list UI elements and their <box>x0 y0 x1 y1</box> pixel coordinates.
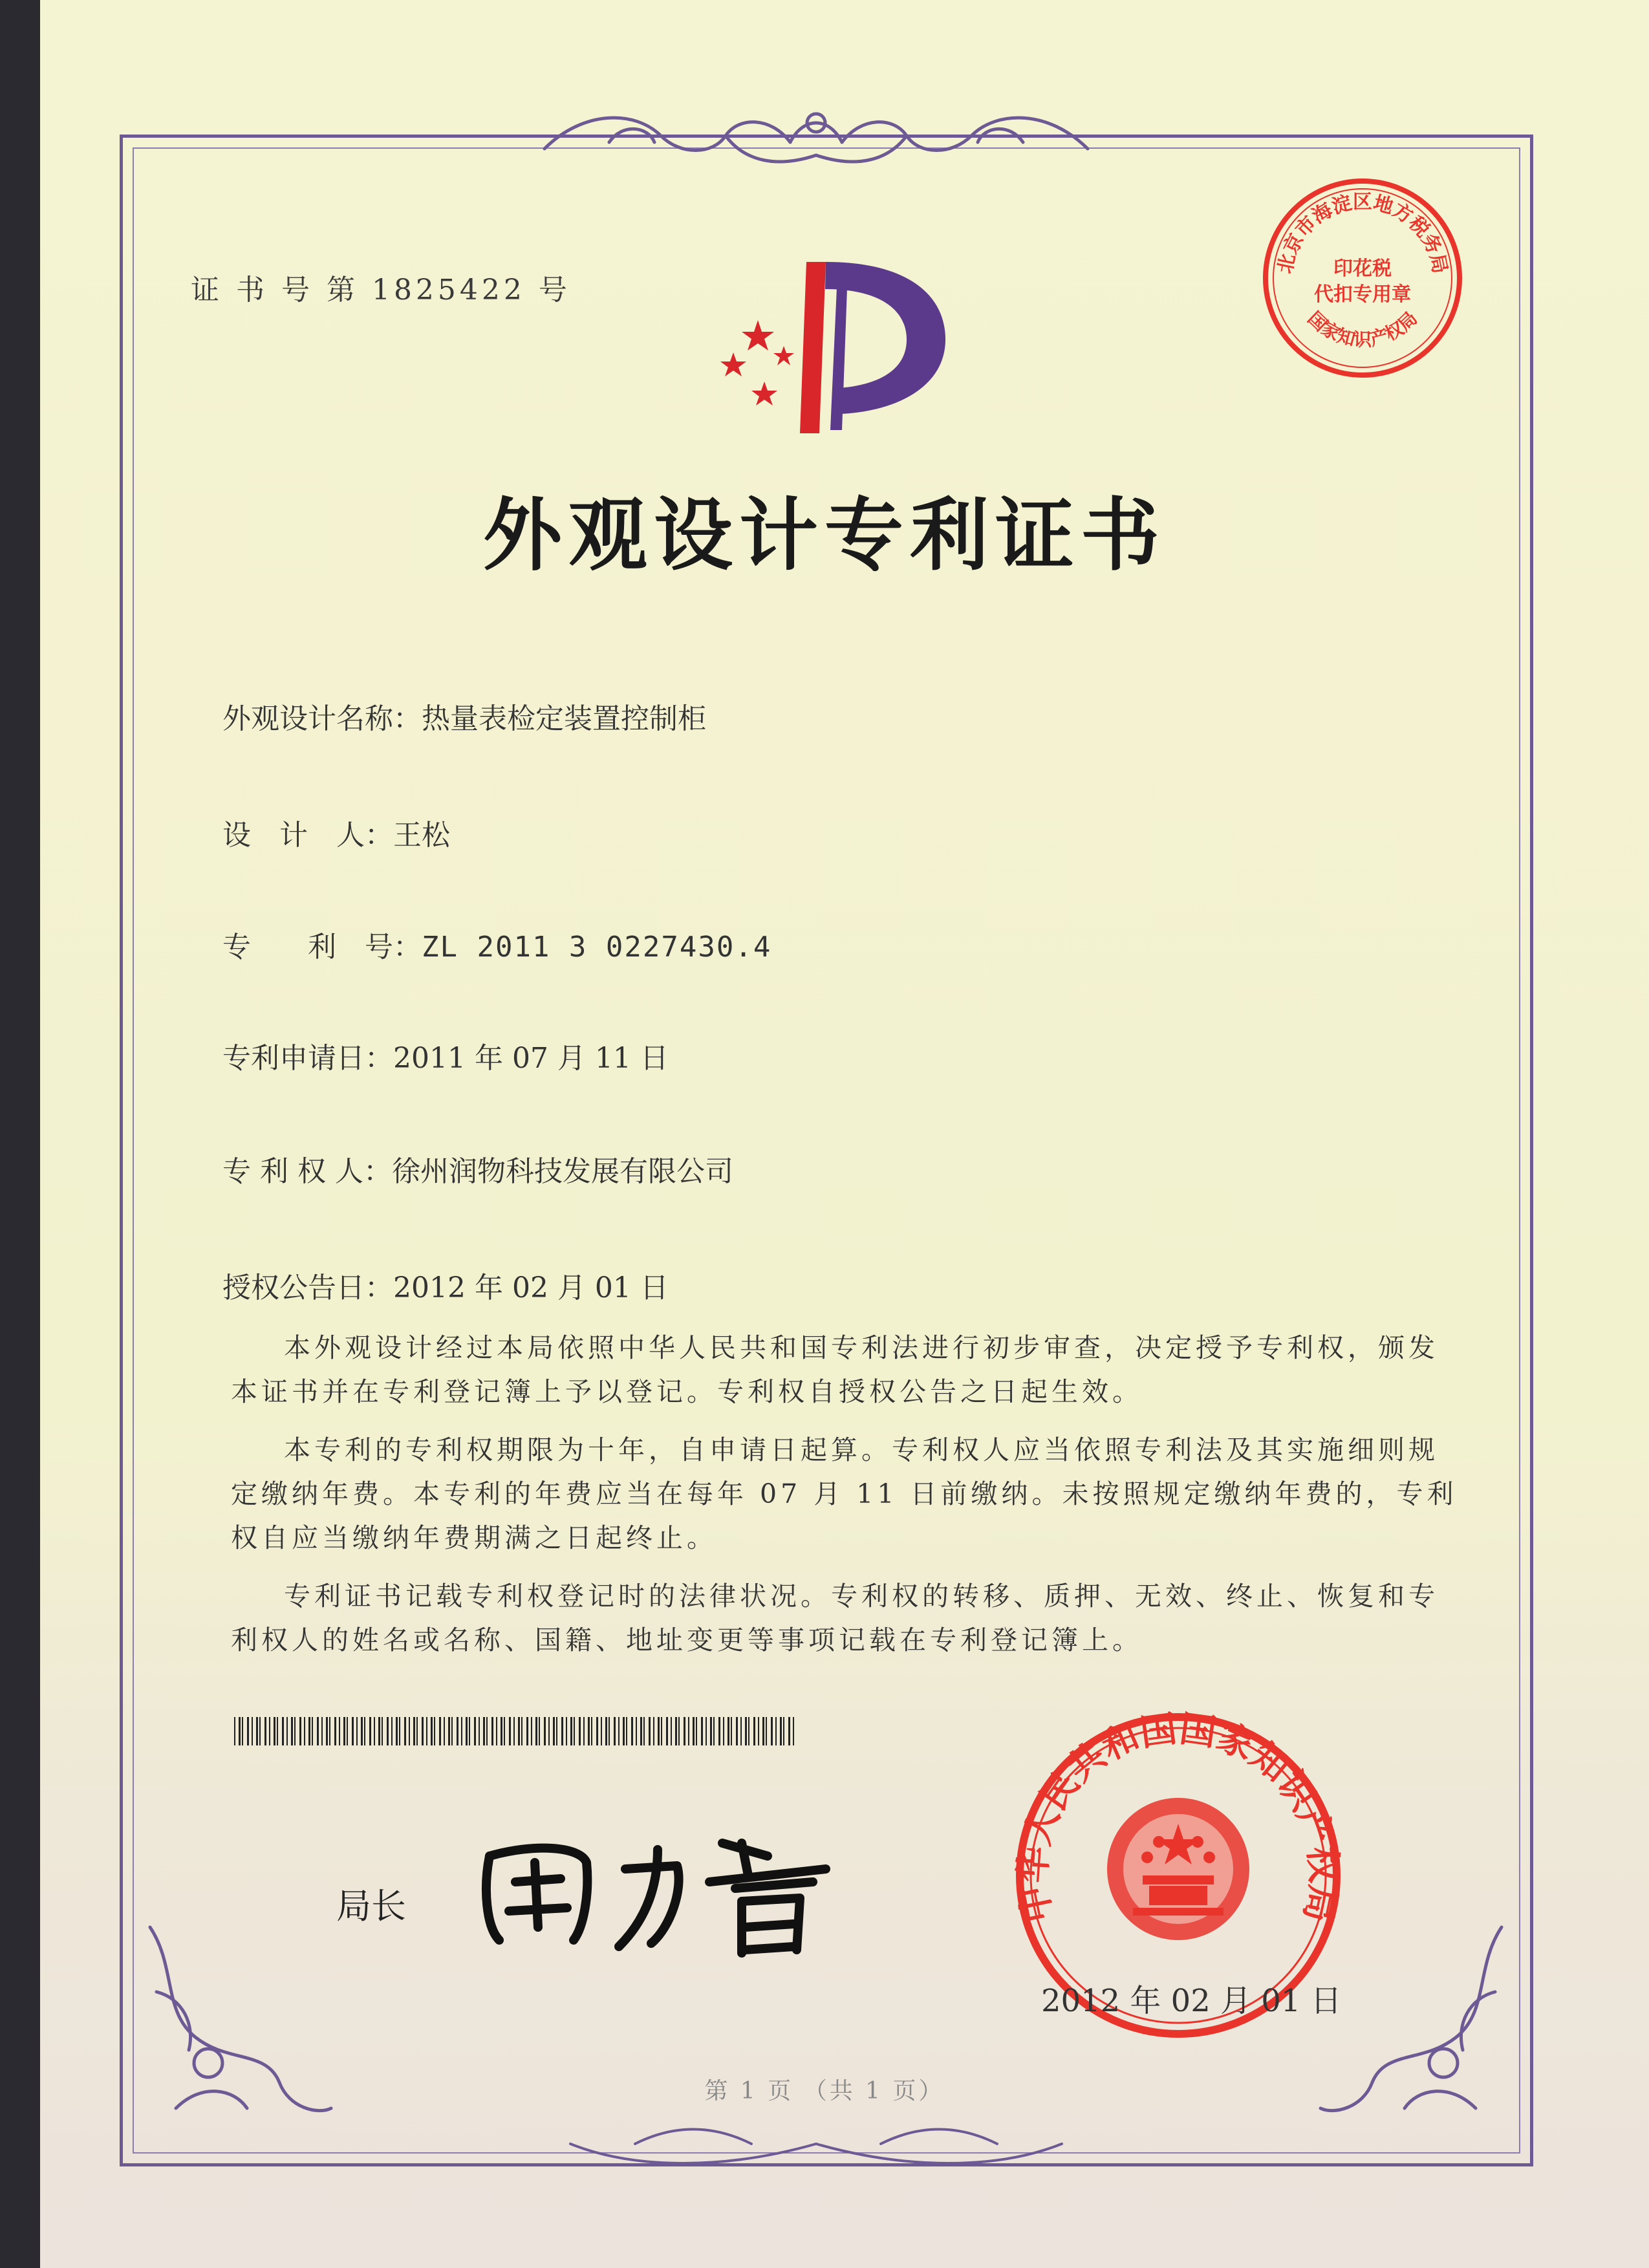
grant-date-field <box>222 1264 669 1306</box>
barcode-bar <box>649 1717 651 1745</box>
barcode-bar <box>526 1717 528 1745</box>
director-title: 局长 <box>336 1886 406 1927</box>
official-seal-text: 中华人民共和国国家知识产权局 <box>1011 1707 1346 1927</box>
application-date-value: 2011 年 07 月 11 日 <box>393 1042 669 1075</box>
barcode-bar <box>579 1717 581 1745</box>
barcode-bar <box>347 1717 348 1745</box>
barcode-bar <box>513 1717 515 1745</box>
barcode-bar <box>539 1717 540 1745</box>
patentee-label: 专 利 权 人： <box>222 1155 392 1188</box>
barcode-bar <box>658 1717 660 1745</box>
barcode-bar <box>596 1717 598 1745</box>
barcode-bar <box>469 1717 470 1745</box>
barcode-bar <box>369 1717 371 1745</box>
barcode-bar <box>382 1717 383 1745</box>
barcode-bar <box>504 1717 505 1745</box>
barcode-bar <box>451 1717 453 1745</box>
barcode-bar <box>727 1717 729 1745</box>
tax-seal-ring-text: 北京市海淀区地方税务局 <box>1273 191 1452 276</box>
barcode-bar <box>788 1717 790 1745</box>
barcode-bar <box>252 1717 253 1745</box>
barcode-bar <box>496 1717 497 1745</box>
barcode-bar <box>247 1717 249 1745</box>
barcode-bar <box>605 1717 607 1745</box>
barcode-bar <box>326 1717 328 1745</box>
patentee-field <box>222 1148 733 1189</box>
director-signature <box>464 1817 865 1966</box>
tax-seal-icon <box>1256 171 1469 385</box>
barcode-bar <box>753 1717 755 1745</box>
design-name-field <box>222 695 706 737</box>
barcode-bar <box>329 1717 330 1745</box>
designer-field <box>222 812 450 853</box>
barcode-bar <box>434 1717 435 1745</box>
seal-date: 2012 年 02 月 01 日 <box>1041 1983 1342 2019</box>
barcode-bar <box>631 1717 633 1745</box>
barcode-bar <box>396 1717 398 1745</box>
body-paragraph-3: 专利证书记载专利权登记时的法律状况。专利权的转移、质押、无效、终止、恢复和专利权人的姓名或名称、国籍、地址变更等事项记载在专利登记簿上。 <box>231 1581 1439 1656</box>
barcode-bar <box>609 1717 610 1745</box>
grant-date-label: 授权公告日： <box>222 1271 393 1304</box>
barcode-bar <box>566 1717 567 1745</box>
barcode-bar <box>706 1717 707 1745</box>
barcode-bar <box>723 1717 724 1745</box>
barcode-bar <box>483 1717 485 1745</box>
barcode-bar <box>793 1717 794 1745</box>
barcode-bar <box>474 1717 476 1745</box>
barcode-bar <box>521 1717 523 1745</box>
barcode-bar <box>404 1717 406 1745</box>
barcode-bar <box>748 1717 749 1745</box>
body-paragraph-2: 本专利的专利权期限为十年，自申请日起算。专利权人应当依照专利法及其实施细则规定缴纳年费。本专利的年费应当在每年 07 月 11 日前缴纳。未按照规定缴纳年费的，专利权自应当缴纳年费期满之日起终止。 <box>231 1434 1458 1553</box>
barcode-bar <box>361 1717 363 1745</box>
body-paragraph-1: 本外观设计经过本局依照中华人民共和国专利法进行初步审查，决定授予专利权，颁发本证书并在专利登记簿上予以登记。专利权自授权公告之日起生效。 <box>231 1332 1439 1407</box>
barcode-bar <box>688 1717 689 1745</box>
barcode-bar <box>693 1717 695 1745</box>
barcode-bar <box>780 1717 782 1745</box>
barcode-bar <box>775 1717 777 1745</box>
barcode-bar <box>553 1717 555 1745</box>
barcode-bar <box>758 1717 759 1745</box>
patentee-value: 徐州润物科技发展有限公司 <box>391 1155 733 1188</box>
barcode-bar <box>675 1717 677 1745</box>
barcode-bar <box>308 1717 310 1745</box>
barcode-bar <box>678 1717 680 1745</box>
certificate-number: 证 书 号 第 1825422 号 <box>191 274 571 307</box>
barcode-bar <box>399 1717 400 1745</box>
barcode-bar <box>762 1717 764 1745</box>
barcode-bar <box>736 1717 738 1745</box>
barcode-bar <box>413 1717 415 1745</box>
barcode-bar <box>234 1717 235 1745</box>
barcode-bar <box>713 1717 715 1745</box>
barcode-bar <box>426 1717 427 1745</box>
barcode-bar <box>535 1717 537 1745</box>
certificate-body <box>231 1326 1460 1662</box>
barcode-bar <box>264 1717 266 1745</box>
barcode-bar <box>431 1717 433 1745</box>
barcode-bar <box>387 1717 389 1745</box>
barcode-bar <box>321 1717 323 1745</box>
tax-seal-line2: 代扣专用章 <box>1314 283 1411 306</box>
barcode-bar <box>643 1717 645 1745</box>
bottom-center-ornament-icon <box>557 2118 1075 2176</box>
designer-label: 设 计 人： <box>222 819 393 852</box>
barcode-bar <box>343 1717 345 1745</box>
barcode-bar <box>588 1717 590 1745</box>
barcode-bar <box>339 1717 340 1745</box>
patent-number-field <box>222 923 771 965</box>
barcode-bar <box>299 1717 301 1745</box>
barcode-bar <box>374 1717 375 1745</box>
barcode-bar <box>274 1717 275 1745</box>
barcode-bar <box>591 1717 592 1745</box>
barcode-bar <box>701 1717 703 1745</box>
barcode-bar <box>518 1717 520 1745</box>
barcode-bar <box>556 1717 557 1745</box>
barcode-bar <box>416 1717 418 1745</box>
tax-seal-bottom-text: 国家知识产权局 <box>1303 307 1422 351</box>
barcode-bar <box>486 1717 488 1745</box>
barcode-bar <box>457 1717 458 1745</box>
patent-number-label: 专 利 号： <box>222 931 422 964</box>
barcode-bar <box>740 1717 742 1745</box>
patent-number-value: ZL 2011 3 0227430.4 <box>422 931 772 964</box>
barcode-bar <box>661 1717 662 1745</box>
bleed-through-text <box>648 233 674 270</box>
barcode-bar <box>479 1717 480 1745</box>
barcode-bar <box>352 1717 354 1745</box>
barcode-bar <box>771 1717 773 1745</box>
barcode-bar <box>422 1717 424 1745</box>
barcode-bar <box>466 1717 468 1745</box>
grant-date-value: 2012 年 02 月 01 日 <box>393 1271 669 1304</box>
barcode-bar <box>583 1717 585 1745</box>
barcode-bar <box>531 1717 532 1745</box>
barcode-bar <box>461 1717 462 1745</box>
barcode-bar <box>356 1717 358 1745</box>
barcode-bar <box>640 1717 642 1745</box>
barcode-bar <box>601 1717 602 1745</box>
barcode-bar <box>718 1717 720 1745</box>
barcode-bar <box>286 1717 288 1745</box>
barcode-bar <box>491 1717 493 1745</box>
barcode-bar <box>259 1717 261 1745</box>
barcode-bar <box>501 1717 502 1745</box>
barcode-bar <box>312 1717 313 1745</box>
top-ornament-icon <box>532 97 1101 181</box>
barcode-bar <box>544 1717 546 1745</box>
barcode-bar <box>304 1717 305 1745</box>
barcode-bar <box>783 1717 784 1745</box>
barcode-bar <box>277 1717 278 1745</box>
barcode-bar <box>282 1717 284 1745</box>
barcode-bar <box>294 1717 296 1745</box>
barcode-bar <box>684 1717 685 1745</box>
barcode-bar <box>671 1717 672 1745</box>
application-date-field <box>222 1035 669 1076</box>
document-title: 外观设计专利证书 <box>483 490 1166 581</box>
barcode-bar <box>548 1717 550 1745</box>
barcode-bar <box>731 1717 732 1745</box>
barcode-bar <box>317 1717 319 1745</box>
barcode-bar <box>710 1717 712 1745</box>
barcode-bar <box>666 1717 668 1745</box>
barcode-bar <box>766 1717 767 1745</box>
barcode-bar <box>745 1717 747 1745</box>
barcode-bar <box>574 1717 575 1745</box>
design-name-label: 外观设计名称： <box>222 702 422 735</box>
barcode-bar <box>618 1717 620 1745</box>
barcode-bar <box>364 1717 365 1745</box>
barcode-bar <box>561 1717 563 1745</box>
barcode-bar <box>291 1717 293 1745</box>
certificate-page <box>40 0 1649 2268</box>
svg-text:国家知识产权局 <box>1304 307 1421 350</box>
barcode-bar <box>334 1717 336 1745</box>
barcode-bar <box>256 1717 258 1745</box>
barcode-bar <box>439 1717 441 1745</box>
barcode-bar <box>444 1717 445 1745</box>
barcode-bar <box>626 1717 627 1745</box>
patent-office-logo-icon <box>687 249 971 443</box>
application-date-label: 专利申请日： <box>222 1042 393 1075</box>
barcode-bar <box>448 1717 450 1745</box>
barcode-bar <box>269 1717 270 1745</box>
tax-seal-line1: 印花税 <box>1333 257 1392 280</box>
barcode-bar <box>239 1717 241 1745</box>
barcode-bar <box>614 1717 616 1745</box>
barcode-bar <box>409 1717 410 1745</box>
barcode-bar <box>570 1717 572 1745</box>
design-name-value: 热量表检定装置控制柜 <box>422 702 706 735</box>
barcode-bar <box>242 1717 243 1745</box>
barcode-bar <box>391 1717 393 1745</box>
designer-value: 王松 <box>393 819 450 852</box>
barcode-bar <box>509 1717 511 1745</box>
barcode-bar <box>636 1717 637 1745</box>
barcode-bar <box>653 1717 654 1745</box>
barcode-icon <box>234 1717 803 1745</box>
barcode-bar <box>623 1717 625 1745</box>
barcode-bar <box>696 1717 697 1745</box>
page-number: 第 1 页 （共 1 页） <box>704 2078 945 2104</box>
barcode-bar <box>378 1717 380 1745</box>
